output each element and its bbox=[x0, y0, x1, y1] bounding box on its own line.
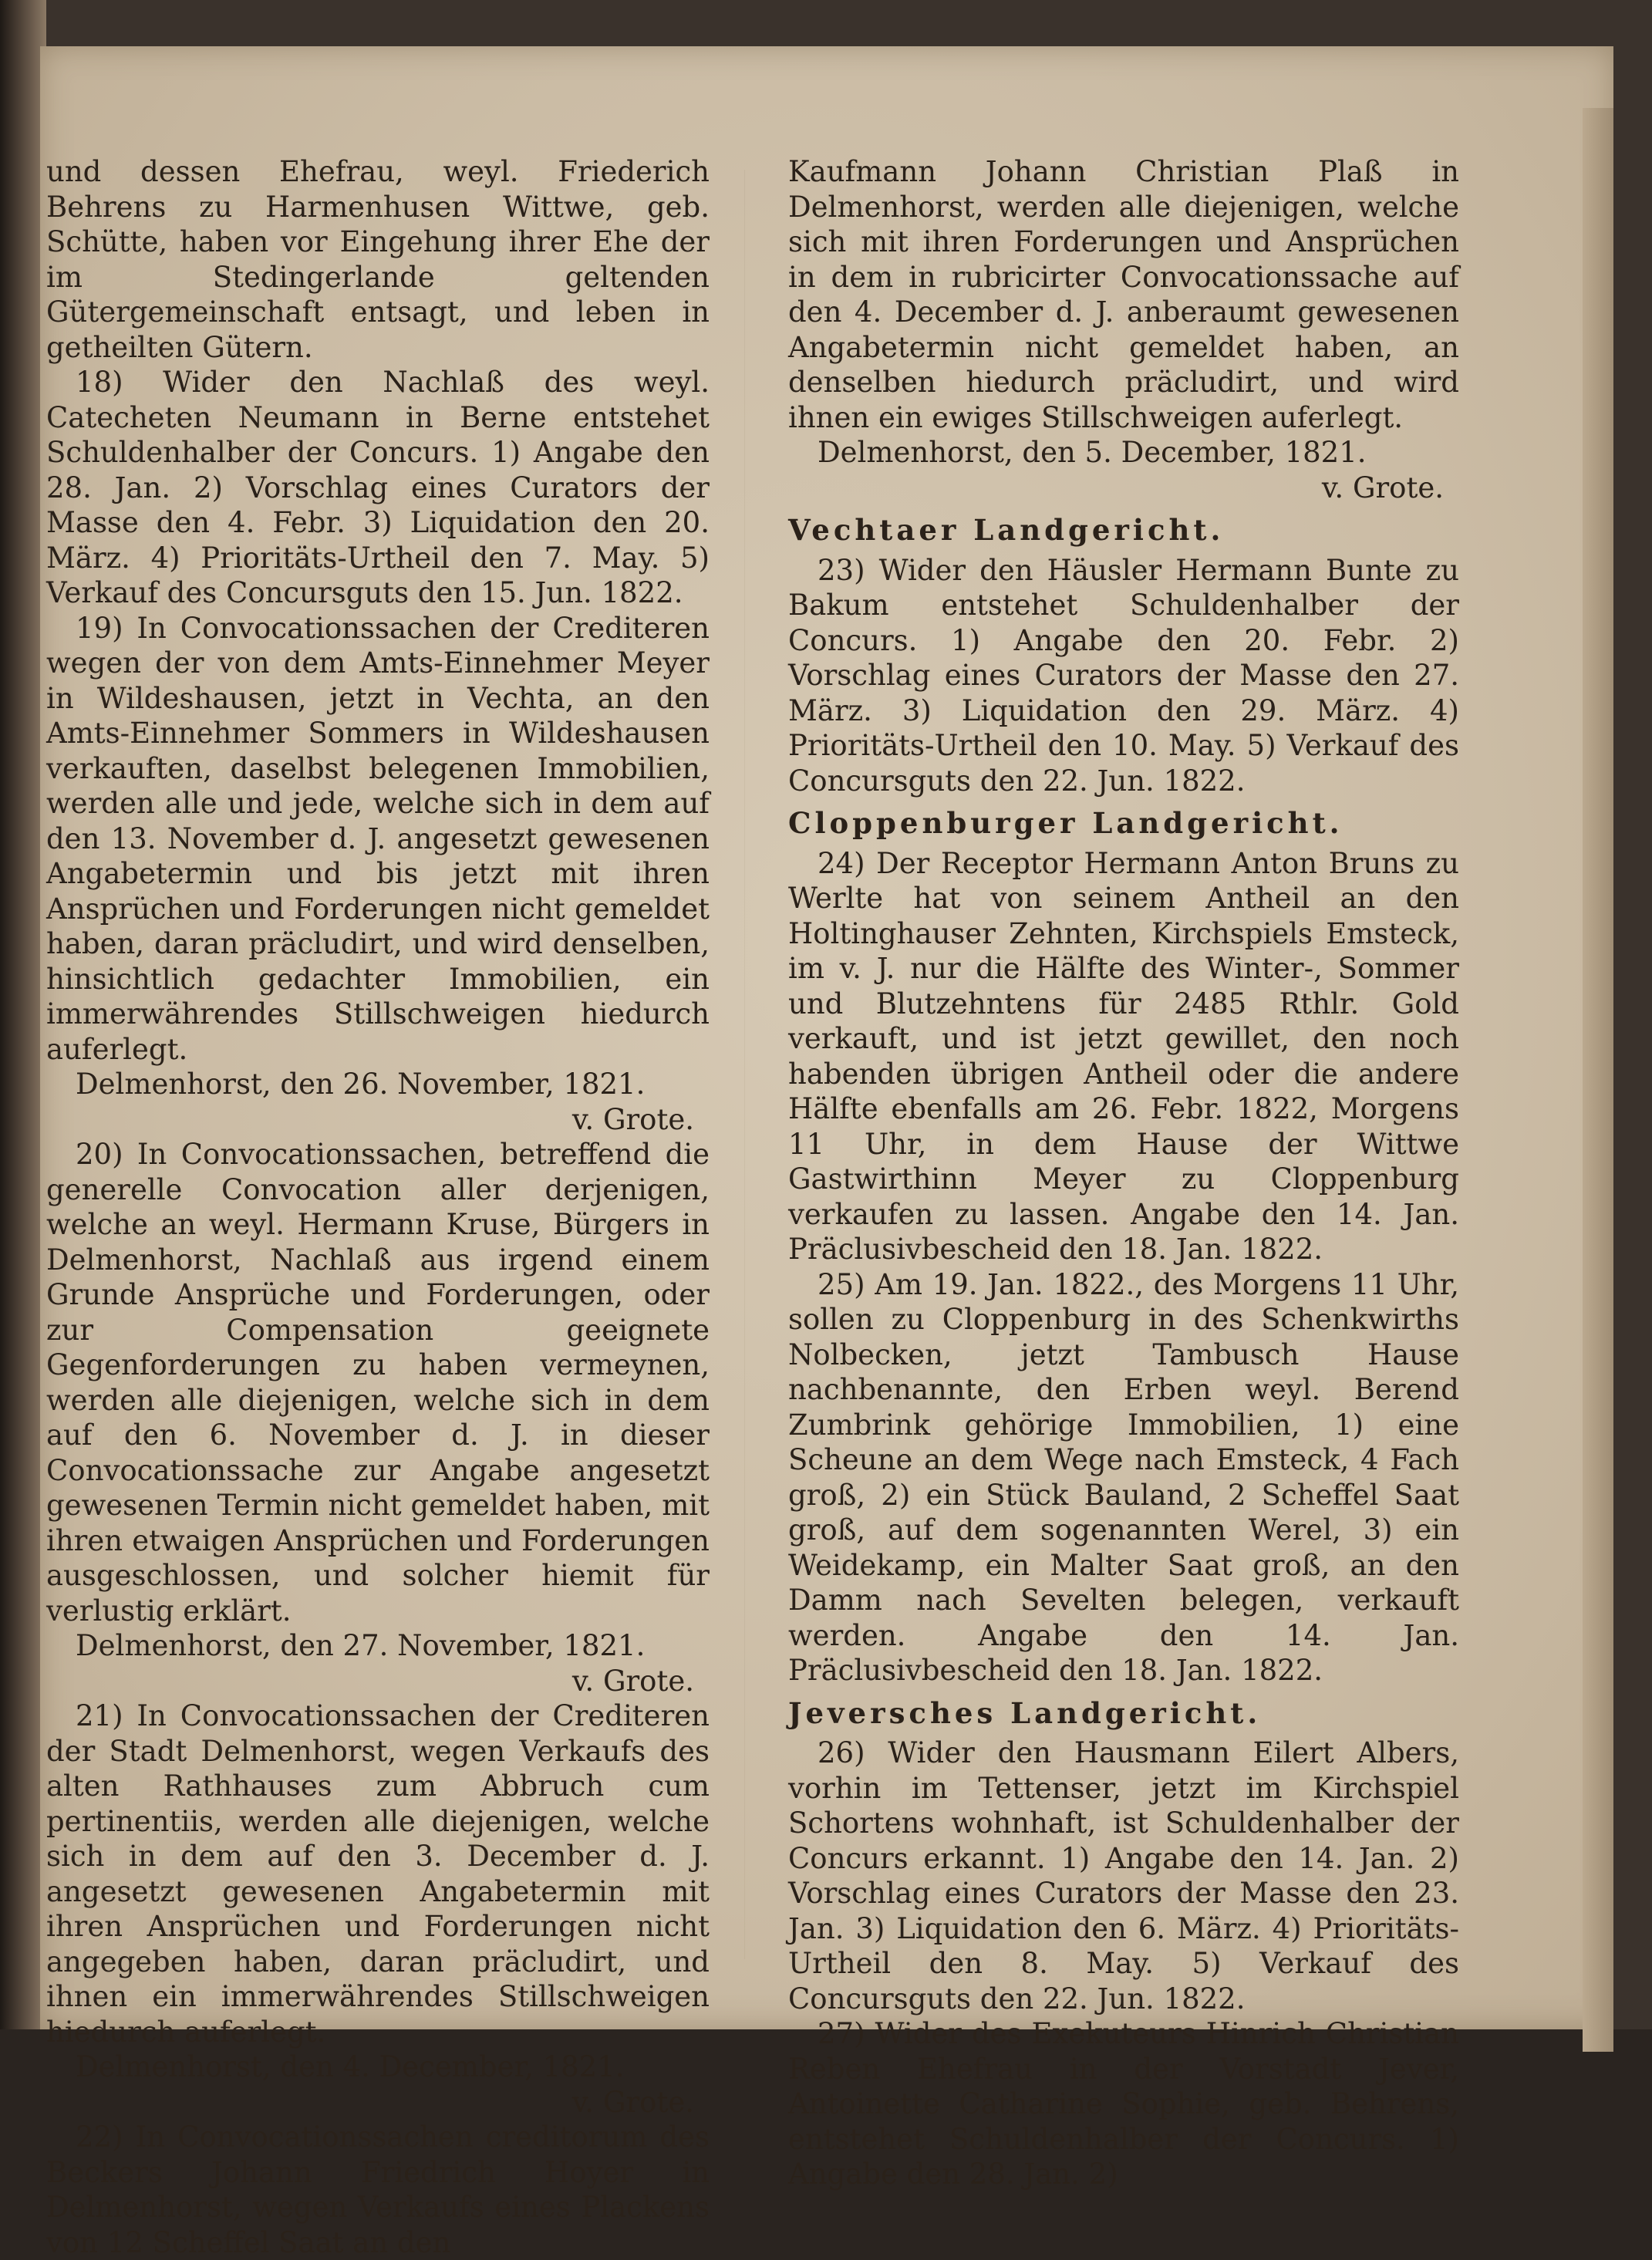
paragraph-24: 24) Der Receptor Hermann Anton Bruns zu Werlte hat von seinem Antheil an den Holtinghauser Zehnten, Kirchspiels Emsteck, im v. J. nur die Hälfte des Winter-, Sommer und Blutzehntens für 2485 Rthlr. Gold verkauft, und ist jetzt gewillet, den noch habenden übrigen Antheil oder die andere Hälfte ebenfalls am 26. Febr. 1822, Morgens 11 Uhr, in dem Hause der Wittwe Gastwirthinn Meyer zu Cloppenburg verkaufen zu lassen. Angabe den 14. Jan. Präclusivbescheid den 18. Jan. 1822. bbox=[788, 846, 1459, 1266]
document-page bbox=[40, 46, 1613, 2259]
right-column bbox=[788, 154, 1459, 2192]
signature-22: v. Grote. bbox=[1321, 471, 1444, 504]
paragraph-19: 19) In Convocationssachen der Crediteren wegen der von dem Amts-Einnehmer Meyer in Wildeshausen, jetzt in Vechta, an den Amts-Einnehmer Sommers in Wildeshausen verkauften, daselbst belegenen Immobilien, werden alle und jede, welche sich in dem auf den 13. November d. J. angesetzt gewesenen Angabetermin und bis jetzt mit ihren Ansprüchen und Forderungen nicht gemeldet haben, daran präcludirt, und wird denselben, hinsichtlich gedachter Immobilien, ein immerwährendes Stillschweigen hiedurch auferlegt. bbox=[46, 611, 710, 1066]
paragraph-27: 27) Wider des Exekuteurs Hinrich Christian Reben Ehefrau in der Vorstadt Jever, Antoinette Catharine Sophie, geb. Behrens, entstehet Schuldenhalber der Concurs. 1) Angabe den 28. Jan. 2) bbox=[788, 2017, 1459, 2191]
column-gutter bbox=[744, 170, 745, 1959]
paragraph-18: 18) Wider den Nachlaß des weyl. Catecheten Neumann in Berne entstehet Schuldenhalber der Concurs. 1) Angabe den 28. Jan. 2) Vorschlag eines Curators der Masse den 4. Febr. 3) Liquidation den 20. März. 4) Prioritäts-Urtheil den 7. May. 5) Verkauf des Concursguts den 15. Jun. 1822. bbox=[46, 366, 710, 609]
left-column bbox=[46, 154, 710, 2260]
paragraph-20: 20) In Convocationssachen, betreffend die generelle Convocation aller derjenigen, welche an weyl. Hermann Kruse, Bürgers in Delmenhorst, Nachlaß aus irgend einem Grunde Ansprüche und Forderungen, oder zur Compensation geeignete Gegenforderungen zu haben vermeynen, werden alle diejenigen, welche sich in dem auf den 6. November d. J. in dieser Convocationssache zur Angabe angesetzt gewesenen Termin nicht gemeldet haben, mit ihren etwaigen Ansprüchen und Forderungen ausgeschlossen, und solcher hiemit für verlustig erklärt. bbox=[46, 1138, 710, 1628]
section-heading-vechta: Vechtaer Landgericht. bbox=[788, 513, 1225, 547]
dateline-20: Delmenhorst, den 27. November, 1821. bbox=[76, 1629, 646, 1662]
dateline-22: Delmenhorst, den 5. December, 1821. bbox=[818, 436, 1367, 469]
paragraph-23: 23) Wider den Häusler Hermann Bunte zu Bakum entstehet Schuldenhalber der Concurs. 1) Angabe den 20. Febr. 2) Vorschlag eines Curators der Masse den 27. März. 3) Liquidation den 29. März. 4) Prioritäts-Urtheil den 10. May. 5) Verkauf des Concursguts den 22. Jun. 1822. bbox=[788, 553, 1459, 798]
page-right-edge bbox=[1583, 108, 1613, 2052]
signature-21: v. Grote. bbox=[571, 2085, 694, 2119]
paragraph-22: 22) In Convocationssachen creditorum des Beckers Johann Friedrich Hoyer in Delmenhorst, wegen Verkaufs eines Plackens von 12 Scheffel Saat an den bbox=[46, 2120, 710, 2259]
paragraph-22-continued: Kaufmann Johann Christian Plaß in Delmenhorst, werden alle diejenigen, welche sich mit ihren Forderungen und Ansprüchen in dem in rubricirter Convocationssache auf den 4. December d. J. anberaumt gewesenen Angabetermin nicht gemeldet haben, an denselben hiedurch präcludirt, und wird ihnen ein ewiges Stillschweigen auferlegt. bbox=[788, 155, 1459, 434]
signature-20: v. Grote. bbox=[571, 1664, 694, 1698]
paragraph-intro: und dessen Ehefrau, weyl. Friederich Behrens zu Harmenhusen Wittwe, geb. Schütte, haben vor Eingehung ihrer Ehe der im Stedingerlande geltenden Gütergemeinschaft entsagt, und leben in getheilten Gütern. bbox=[46, 155, 710, 364]
paragraph-21: 21) In Convocationssachen der Crediteren der Stadt Delmenhorst, wegen Verkaufs des alten Rathhauses zum Abbruch cum pertinentiis, werden alle diejenigen, welche sich in dem auf den 3. December d. J. angesetzt gewesenen Angabetermin mit ihren Ansprüchen und Forderungen nicht angegeben haben, daran präcludirt, und ihnen ein immerwährendes Stillschweigen hiedurch auferlegt. bbox=[46, 1699, 710, 2049]
dateline-19: Delmenhorst, den 26. November, 1821. bbox=[76, 1068, 646, 1101]
dateline-21: Delmenhorst, den 4. December, 1821. bbox=[76, 2050, 625, 2083]
section-heading-jever: Jeversches Landgericht. bbox=[788, 1695, 1262, 1730]
paragraph-25: 25) Am 19. Jan. 1822., des Morgens 11 Uhr, sollen zu Cloppenburg in des Schenkwirths Nolbecken, jetzt Tambusch Hause nachbenannte, den Erben weyl. Berend Zumbrink gehörige Immobilien, 1) eine Scheune an dem Wege nach Emsteck, 4 Fach groß, 2) ein Stück Bauland, 2 Scheffel Saat groß, auf dem sogenannten Werel, 3) ein Weidekamp, ein Malter Saat groß, an den Damm nach Sevelten belegen, verkauft werden. Angabe den 14. Jan. Präclusivbescheid den 18. Jan. 1822. bbox=[788, 1267, 1459, 1687]
paragraph-26: 26) Wider den Hausmann Eilert Albers, vorhin im Tettenser, jetzt im Kirchspiel Schortens wohnhaft, ist Schuldenhalber der Concurs erkannt. 1) Angabe den 14. Jan. 2) Vorschlag eines Curators der Masse den 23. Jan. 3) Liquidation den 6. März. 4) Prioritäts-Urtheil den 8. May. 5) Verkauf des Concursguts den 22. Jun. 1822. bbox=[788, 1736, 1459, 2015]
previous-page-edge bbox=[0, 0, 46, 2029]
section-heading-cloppenburg: Cloppenburger Landgericht. bbox=[788, 806, 1344, 840]
signature-19: v. Grote. bbox=[571, 1102, 694, 1136]
